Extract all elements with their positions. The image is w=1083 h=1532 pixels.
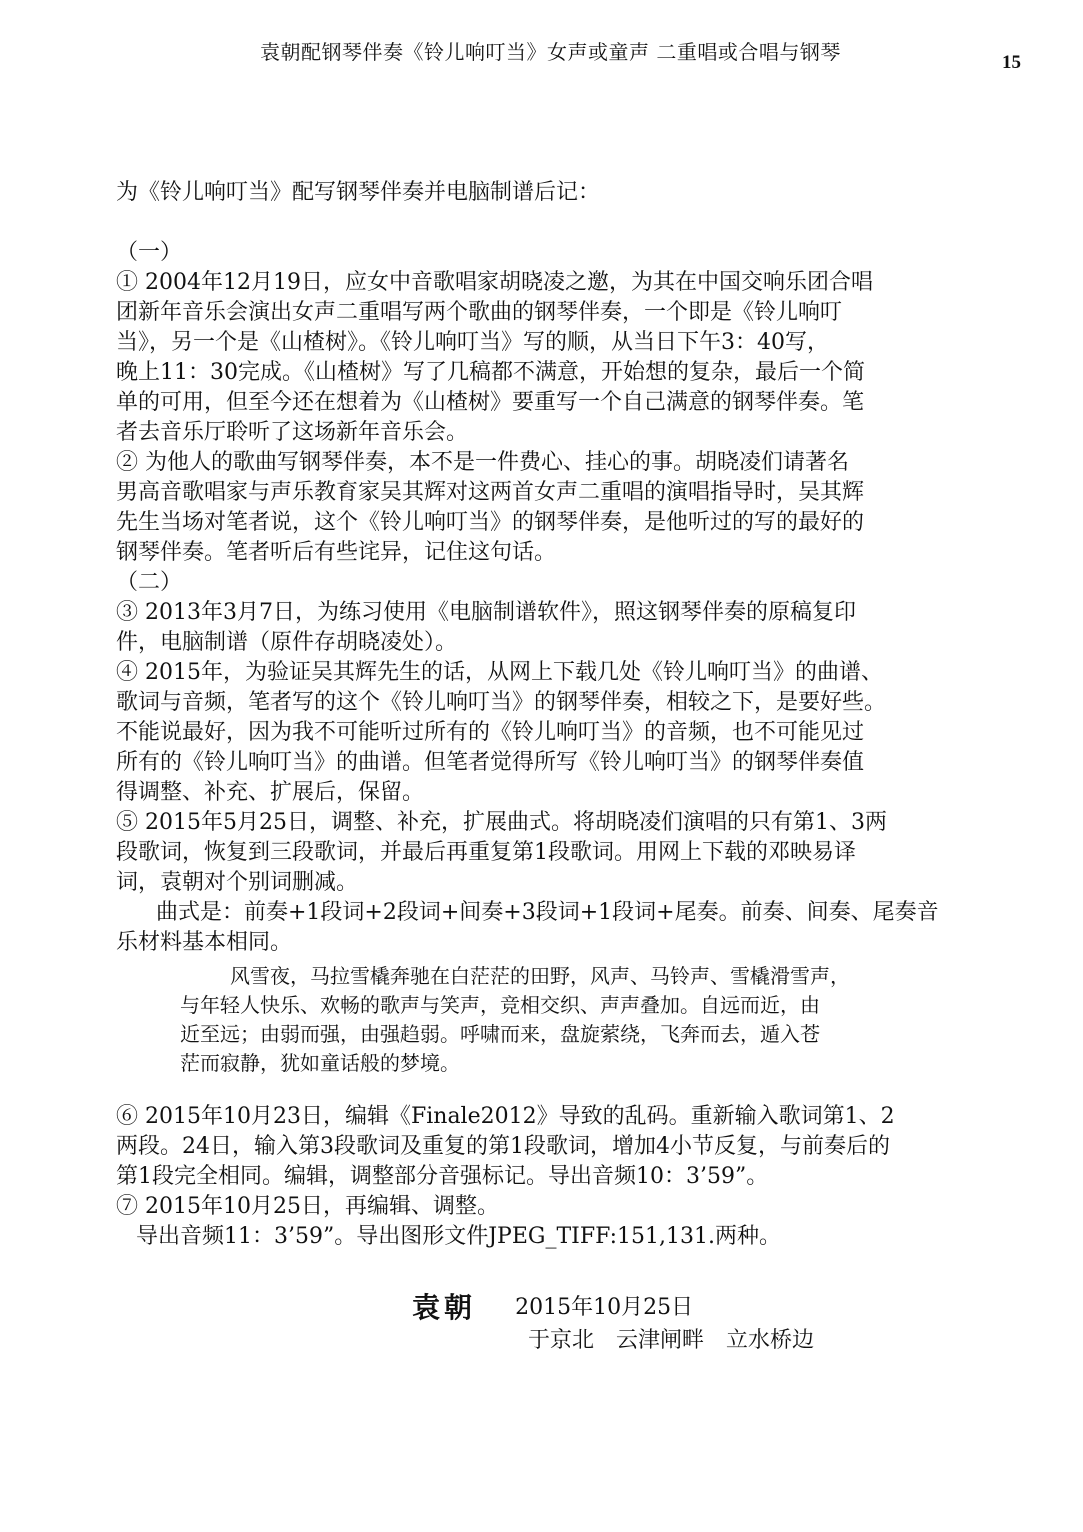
section-1-line: 当》，另一个是《山楂树》。《铃儿响叮当》写的顺，从当日下午3：40写， (116, 330, 829, 355)
page-number: 15 (1002, 52, 1021, 73)
form-description-line: 曲式是：前奏+1段词+2段词+间奏+3段词+1段词+尾奏。前奏、间奏、尾奏音 (156, 900, 939, 925)
program-note-quote (180, 962, 900, 1078)
section-2-heading: （二） (116, 570, 183, 595)
section-2-line: ③ 2013年3月7日，为练习使用《电脑制谱软件》，照这钢琴伴奏的原稿复印 (116, 600, 856, 625)
section-1-line: 先生当场对笔者说，这个《铃儿响叮当》的钢琴伴奏，是他听过的写的最好的 (116, 510, 865, 535)
section-1-line: 钢琴伴奏。笔者听后有些诧异，记住这句话。 (116, 540, 557, 565)
section-1-line: 晚上11：30完成。《山楂树》写了几稿都不满意，开始想的复杂，最后一个简 (116, 360, 865, 385)
signature-place: 于京北 云津闸畔 立水桥边 (528, 1328, 815, 1353)
header-title: 袁朝配钢琴伴奏《铃儿响叮当》女声或童声 二重唱或合唱与钢琴 (260, 40, 841, 64)
section-1-line: 单的可用，但至今还在想着为《山楂树》要重写一个自己满意的钢琴伴奏。笔 (116, 390, 865, 415)
quote-line: 与年轻人快乐、欢畅的歌声与笑声，竞相交织、声声叠加。自远而近，由 (180, 993, 820, 1017)
section-1-line: ② 为他人的歌曲写钢琴伴奏，本不是一件费心、挂心的事。胡晓凌们请著名 (116, 450, 849, 475)
section-2-line: 词，袁朝对个别词删减。 (116, 870, 359, 895)
form-description-line: 乐材料基本相同。 (116, 930, 293, 955)
section-3-line: ⑥ 2015年10月23日，编辑《Finale2012》导致的乱码。重新输入歌词第1、2 (116, 1104, 895, 1129)
section-1-line: 者去音乐厅聆听了这场新年音乐会。 (116, 420, 469, 445)
section-1-line: ① 2004年12月19日，应女中音歌唱家胡晓凌之邀，为其在中国交响乐团合唱 (116, 270, 873, 295)
section-2-line: 件，电脑制谱（原件存胡晓凌处）。 (116, 630, 458, 655)
quote-line: 茫而寂静，犹如童话般的梦境。 (180, 1051, 460, 1075)
section-2-line: 所有的《铃儿响叮当》的曲谱。但笔者觉得所写《铃儿响叮当》的钢琴伴奏值 (116, 750, 865, 775)
intro-heading: 为《铃儿响叮当》配写钢琴伴奏并电脑制谱后记： (116, 180, 601, 205)
section-1-heading: （一） (116, 240, 183, 265)
section-2-line: 段歌词，恢复到三段歌词，并最后再重复第1段歌词。用网上下载的邓映易译 (116, 840, 856, 865)
section-1-line: 团新年音乐会演出女声二重唱写两个歌曲的钢琴伴奏，一个即是《铃儿响叮 (116, 300, 843, 325)
section-2-line: 不能说最好，因为我不可能听过所有的《铃儿响叮当》的音频，也不可能见过 (116, 720, 865, 745)
section-3-line: 第1段完全相同。编辑，调整部分音强标记。导出音频10：3’59”。 (116, 1164, 769, 1189)
section-2-line: 得调整、补充、扩展后，保留。 (116, 780, 425, 805)
section-2-line: ⑤ 2015年5月25日，调整、补充，扩展曲式。将胡晓凌们演唱的只有第1、3两 (116, 810, 887, 835)
section-2-line: 歌词与音频，笔者写的这个《铃儿响叮当》的钢琴伴奏，相较之下，是要好些。 (116, 690, 887, 715)
section-1-line: 男高音歌唱家与声乐教育家吴其辉对这两首女声二重唱的演唱指导时，吴其辉 (116, 480, 865, 505)
quote-line: 风雪夜，马拉雪橇奔驰在白茫茫的田野，风声、马铃声、雪橇滑雪声， (230, 964, 850, 988)
section-3-line: 两段。24日，输入第3段歌词及重复的第1段歌词，增加4小节反复，与前奏后的 (116, 1134, 890, 1159)
quote-line: 近至远；由弱而强，由强趋弱。呼啸而来，盘旋萦绕，飞奔而去，遁入苍 (180, 1022, 820, 1046)
main-body-continued (116, 1102, 1016, 1252)
section-2-line: ④ 2015年，为验证吴其辉先生的话，从网上下载几处《铃儿响叮当》的曲谱、 (116, 660, 883, 685)
signature-date: 2015年10月25日 (515, 1295, 694, 1320)
export-line: 导出音频11：3’59”。导出图形文件JPEG_TIFF:151,131.两种。 (136, 1224, 781, 1249)
signature-block (412, 1286, 693, 1326)
author-name: 袁朝 (412, 1291, 477, 1324)
section-3-line: ⑦ 2015年10月25日，再编辑、调整。 (116, 1194, 499, 1219)
main-body (116, 178, 1016, 958)
